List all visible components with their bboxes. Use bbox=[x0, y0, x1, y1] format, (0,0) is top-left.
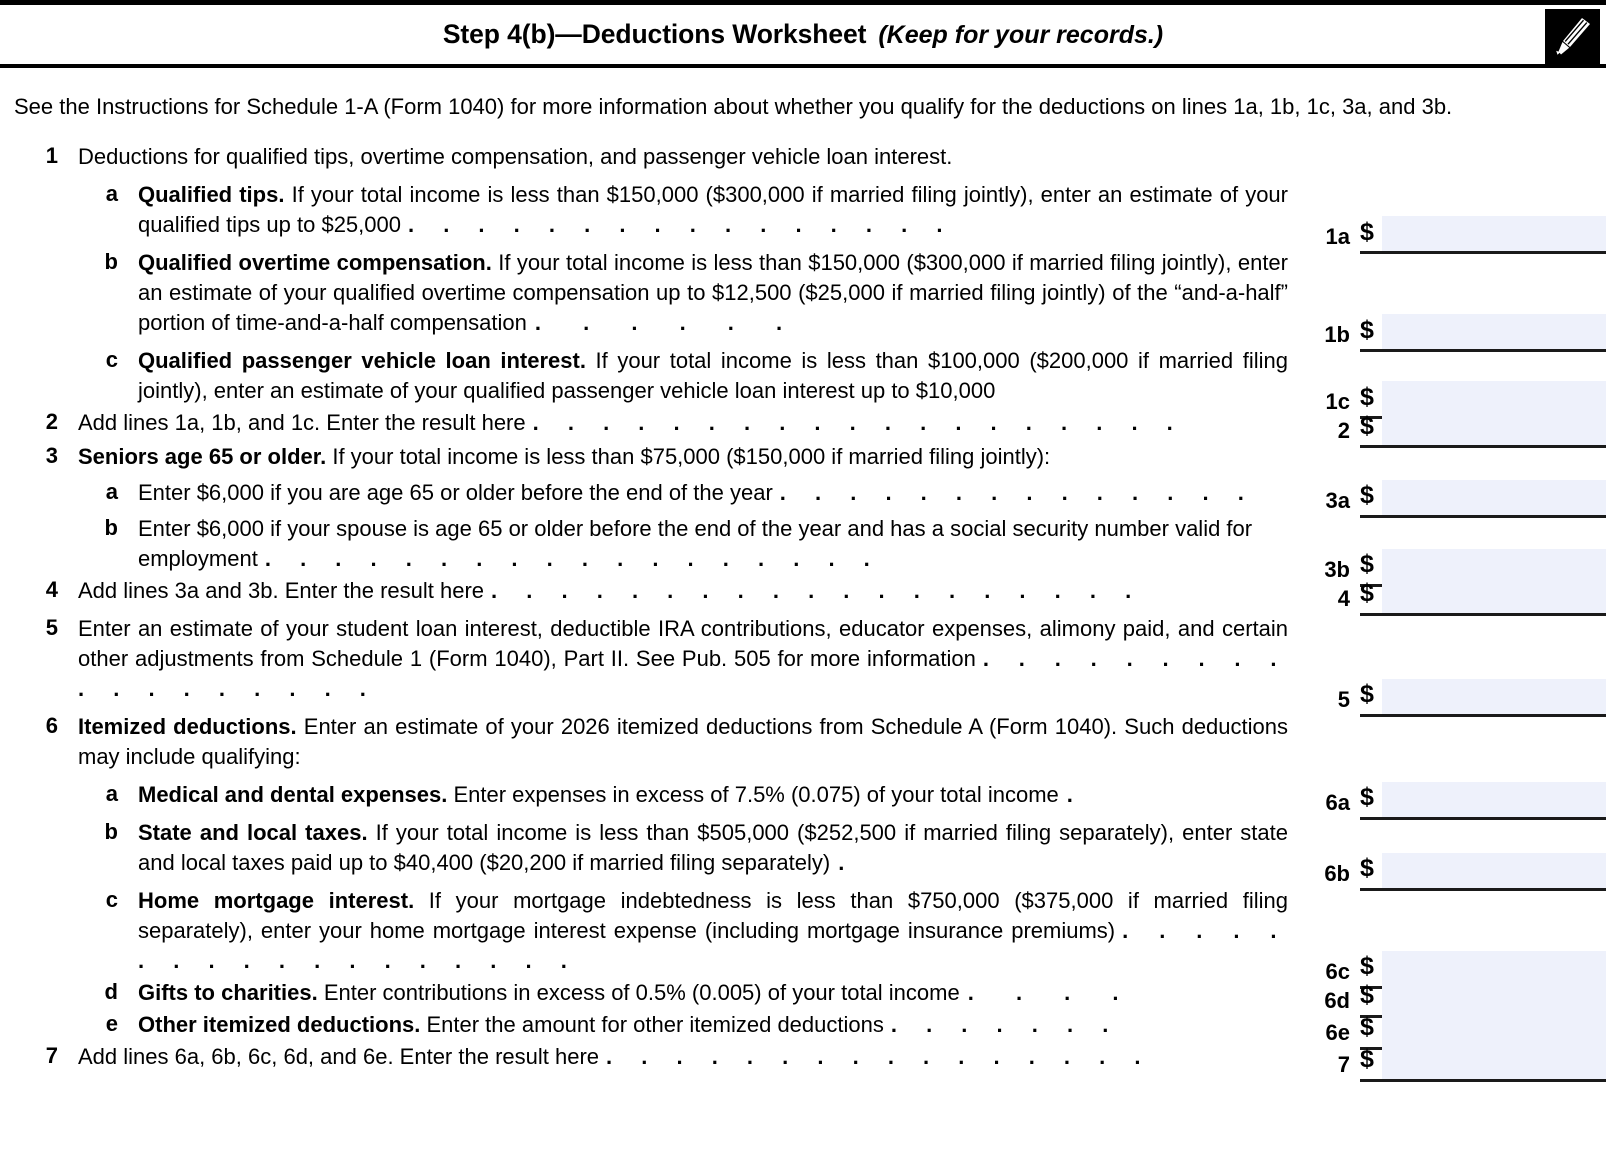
line-6-number: 6 bbox=[45, 712, 58, 738]
line-6-row bbox=[0, 712, 1606, 772]
dollar-sign-icon: $ bbox=[1360, 315, 1374, 344]
line-6a-amount-value[interactable] bbox=[1382, 782, 1606, 817]
line-5-amount-cell bbox=[1306, 677, 1606, 717]
line-1c-row bbox=[0, 346, 1606, 415]
line-2-number: 2 bbox=[45, 409, 58, 435]
line-6-text bbox=[58, 712, 1288, 772]
line-6d-letter: d bbox=[104, 978, 118, 1004]
line-6-description: Enter an estimate of your 2026 itemized deductions from Schedule A (Form 1040). Such deductions may include qualifying: bbox=[78, 713, 1288, 769]
line-1c-lead: Qualified passenger vehicle loan interest. bbox=[138, 348, 586, 374]
line-4-description: Add lines 3a and 3b. Enter the result here bbox=[78, 577, 485, 603]
line-1b-letter: b bbox=[104, 249, 118, 275]
line-1b-amount-value[interactable] bbox=[1382, 314, 1606, 349]
line-1a-letter: a bbox=[105, 181, 118, 207]
line-1a-leader: . . . . . . . . . . . . . . . . bbox=[407, 212, 954, 238]
line-4-row bbox=[0, 576, 1606, 611]
line-1b-row bbox=[0, 248, 1606, 348]
line-6d-row bbox=[0, 978, 1606, 1013]
line-7-number: 7 bbox=[45, 1042, 58, 1068]
dollar-sign-icon: $ bbox=[1360, 783, 1374, 812]
page-subtitle: (Keep for your records.) bbox=[878, 21, 1164, 49]
dollar-sign-icon: $ bbox=[1360, 481, 1374, 510]
line-6b-amount-value[interactable] bbox=[1382, 853, 1606, 888]
line-6c-amount-label: 6c bbox=[1325, 958, 1350, 984]
line-1b-text bbox=[118, 248, 1288, 338]
line-1c-description: If your total income is less than $100,000 ($200,000 if married filing jointly), enter an estimate of your qualified passenger vehicle loan interest up to $10,000 bbox=[138, 348, 1288, 404]
line-1c-letter: c bbox=[105, 347, 118, 373]
line-5-number: 5 bbox=[45, 614, 58, 640]
line-6a-amount-label: 6a bbox=[1325, 789, 1350, 815]
line-1-description: Deductions for qualified tips, overtime compensation, and passenger vehicle loan interest. bbox=[78, 144, 953, 170]
line-6c-letter: c bbox=[105, 886, 118, 912]
line-6b-amount-cell bbox=[1306, 851, 1606, 891]
line-6d-description: Enter contributions in excess of 0.5% (0.005) of your total income bbox=[317, 979, 960, 1005]
line-2-amount-label: 2 bbox=[1337, 418, 1350, 444]
line-1-number: 1 bbox=[45, 143, 58, 169]
line-6d-text bbox=[118, 978, 1288, 1008]
line-6e-description: Enter the amount for other itemized deductions bbox=[420, 1011, 884, 1037]
line-6c-lead: Home mortgage interest. bbox=[138, 887, 415, 913]
line-1-row bbox=[0, 142, 1606, 172]
dollar-sign-icon: $ bbox=[1360, 1013, 1374, 1042]
line-1a-row bbox=[0, 180, 1606, 250]
line-6a-amount-field[interactable] bbox=[1360, 782, 1606, 820]
line-7-amount-label: 7 bbox=[1337, 1051, 1350, 1077]
line-3a-amount-label: 3a bbox=[1325, 487, 1350, 513]
line-3a-letter: a bbox=[105, 478, 118, 504]
line-1c-amount-label: 1c bbox=[1325, 389, 1350, 415]
dollar-sign-icon: $ bbox=[1360, 579, 1374, 608]
line-6e-lead: Other itemized deductions. bbox=[138, 1011, 421, 1037]
dollar-sign-icon: $ bbox=[1360, 854, 1374, 883]
line-3b-row bbox=[0, 514, 1606, 582]
dollar-sign-icon: $ bbox=[1360, 217, 1374, 246]
line-3b-amount-label: 3b bbox=[1324, 556, 1350, 582]
line-4-amount-value[interactable] bbox=[1382, 578, 1606, 613]
line-3-description: If your total income is less than $75,000 ($150,000 if married filing jointly): bbox=[326, 443, 1051, 469]
line-6b-letter: b bbox=[104, 818, 118, 844]
line-6a-amount-cell bbox=[1306, 780, 1606, 820]
intro-paragraph: See the Instructions for Schedule 1-A (Form 1040) for more information about whether you qualify for the deductions on lines 1a, 1b, 1c, 3a, and 3b. bbox=[14, 94, 1453, 119]
line-3-text bbox=[58, 442, 1288, 472]
line-1a-text bbox=[118, 180, 1288, 240]
line-3a-description: Enter $6,000 if you are age 65 or older before the end of the year bbox=[138, 479, 773, 505]
page-title: Step 4(b)—Deductions Worksheet bbox=[442, 19, 867, 49]
line-6e-text bbox=[118, 1010, 1288, 1040]
line-6a-leader: . bbox=[1066, 781, 1091, 807]
line-6b-row bbox=[0, 818, 1606, 886]
line-1a-amount-label: 1a bbox=[1325, 224, 1350, 250]
line-3-number: 3 bbox=[45, 442, 58, 468]
line-5-amount-label: 5 bbox=[1337, 686, 1350, 712]
line-6b-leader: . bbox=[838, 849, 863, 875]
line-6a-description: Enter expenses in excess of 7.5% (0.075) of your total income bbox=[447, 781, 1059, 807]
dollar-sign-icon: $ bbox=[1360, 981, 1374, 1010]
line-6b-lead: State and local taxes. bbox=[138, 819, 368, 845]
line-6e-amount-label: 6e bbox=[1325, 1019, 1350, 1045]
line-1b-description: If your total income is less than $150,000 ($300,000 if married filing jointly), enter an estimate of your qualified overtime compensation up to $12,500 ($25,000 if married filing jointly) of the “and-a-half” portion of time-and-a-half compensation bbox=[138, 250, 1288, 336]
line-4-amount-cell bbox=[1306, 576, 1606, 616]
dollar-sign-icon: $ bbox=[1360, 411, 1374, 440]
line-3a-amount-field[interactable] bbox=[1360, 480, 1606, 518]
line-2-description: Add lines 1a, 1b, and 1c. Enter the result here bbox=[78, 410, 526, 436]
line-6-lead: Itemized deductions. bbox=[78, 713, 297, 739]
line-6e-row bbox=[0, 1010, 1606, 1045]
line-6a-row bbox=[0, 780, 1606, 815]
line-3-row bbox=[0, 442, 1606, 472]
line-5-leader: . . . . . . . . . . . . . . . . . . bbox=[78, 645, 1288, 701]
dollar-sign-icon: $ bbox=[1360, 382, 1374, 411]
line-2-text bbox=[58, 408, 1288, 438]
worksheet-header bbox=[0, 0, 1606, 68]
line-6c-leader: . . . . . . . . . . . . . . . . . . bbox=[138, 917, 1289, 973]
line-4-amount-field[interactable] bbox=[1360, 578, 1606, 616]
line-5-description: Enter an estimate of your student loan interest, deductible IRA contributions, educator expenses, alimony paid, and certain other adjustments from Schedule 1 (Form 1040), Part II. See Pub. 505 for more information bbox=[78, 615, 1288, 671]
line-6a-letter: a bbox=[105, 780, 118, 806]
dollar-sign-icon: $ bbox=[1360, 680, 1374, 709]
line-3a-text bbox=[118, 478, 1288, 508]
line-6b-description: If your total income is less than $505,000 ($252,500 if married filing separately), enter state and local taxes paid up to $40,400 ($20,200 if married filing separately) bbox=[138, 819, 1289, 875]
line-7-text bbox=[58, 1042, 1288, 1072]
line-7-description: Add lines 6a, 6b, 6c, 6d, and 6e. Enter the result here bbox=[78, 1043, 600, 1069]
line-1-text bbox=[58, 142, 1288, 172]
header-title-group bbox=[443, 19, 1163, 50]
line-7-leader: . . . . . . . . . . . . . . . . bbox=[606, 1043, 1152, 1069]
line-7-amount-cell bbox=[1306, 1042, 1606, 1082]
line-3b-description: Enter $6,000 if your spouse is age 65 or older before the end of the year and has a social security number valid for employment bbox=[138, 515, 1253, 571]
line-3a-amount-cell bbox=[1306, 478, 1606, 518]
worksheet-body bbox=[0, 142, 1606, 1077]
line-7-amount-field[interactable] bbox=[1360, 1044, 1606, 1082]
line-1a-description: If your total income is less than $150,000 ($300,000 if married filing jointly), enter an estimate of your qualified tips up to $25,000 bbox=[138, 182, 1288, 238]
line-6c-text bbox=[118, 886, 1288, 976]
line-1a-lead: Qualified tips. bbox=[138, 182, 285, 208]
line-2-row bbox=[0, 408, 1606, 444]
line-6e-letter: e bbox=[105, 1010, 118, 1036]
line-6e-leader: . . . . . . . bbox=[890, 1011, 1120, 1037]
line-1b-lead: Qualified overtime compensation. bbox=[138, 250, 492, 276]
line-1a-amount-value[interactable] bbox=[1382, 216, 1606, 251]
line-5-row bbox=[0, 614, 1606, 712]
line-4-text bbox=[58, 576, 1288, 606]
line-3a-amount-value[interactable] bbox=[1382, 480, 1606, 515]
line-3b-letter: b bbox=[104, 514, 118, 540]
line-3a-leader: . . . . . . . . . . . . . . bbox=[779, 479, 1256, 505]
pencil-icon bbox=[1545, 9, 1600, 64]
dollar-sign-icon: $ bbox=[1360, 1045, 1374, 1074]
line-3-lead: Seniors age 65 or older. bbox=[78, 443, 327, 469]
line-7-row bbox=[0, 1042, 1606, 1077]
line-6d-lead: Gifts to charities. bbox=[138, 979, 318, 1005]
line-6b-amount-label: 6b bbox=[1324, 860, 1350, 886]
line-7-amount-value[interactable] bbox=[1382, 1044, 1606, 1079]
line-4-amount-label: 4 bbox=[1337, 585, 1350, 611]
line-5-amount-value[interactable] bbox=[1382, 679, 1606, 714]
line-6d-amount-label: 6d bbox=[1324, 987, 1350, 1013]
line-3b-leader: . . . . . . . . . . . . . . . . . . bbox=[264, 545, 882, 571]
line-6d-leader: . . . . bbox=[967, 979, 1137, 1005]
line-1b-amount-label: 1b bbox=[1324, 322, 1350, 348]
line-6c-description: If your mortgage indebtedness is less than $750,000 ($375,000 if married filing separately), enter your home mortgage interest expense (including mortgage insurance premiums) bbox=[138, 887, 1288, 943]
line-3b-text bbox=[118, 514, 1288, 574]
line-2-amount-value[interactable] bbox=[1382, 410, 1606, 445]
line-4-leader: . . . . . . . . . . . . . . . . . . . bbox=[491, 577, 1143, 603]
line-5-text bbox=[58, 614, 1288, 704]
line-6a-lead: Medical and dental expenses. bbox=[138, 781, 448, 807]
dollar-sign-icon: $ bbox=[1360, 952, 1374, 981]
line-6a-text bbox=[118, 780, 1288, 810]
line-6c-row bbox=[0, 886, 1606, 984]
line-2-leader: . . . . . . . . . . . . . . . . . . . bbox=[532, 410, 1185, 436]
line-3a-row bbox=[0, 478, 1606, 513]
line-6b-text bbox=[118, 818, 1288, 878]
line-4-number: 4 bbox=[45, 576, 58, 602]
line-1b-leader: . . . . . . bbox=[534, 310, 801, 336]
line-1c-text bbox=[118, 346, 1288, 406]
dollar-sign-icon: $ bbox=[1360, 550, 1374, 579]
